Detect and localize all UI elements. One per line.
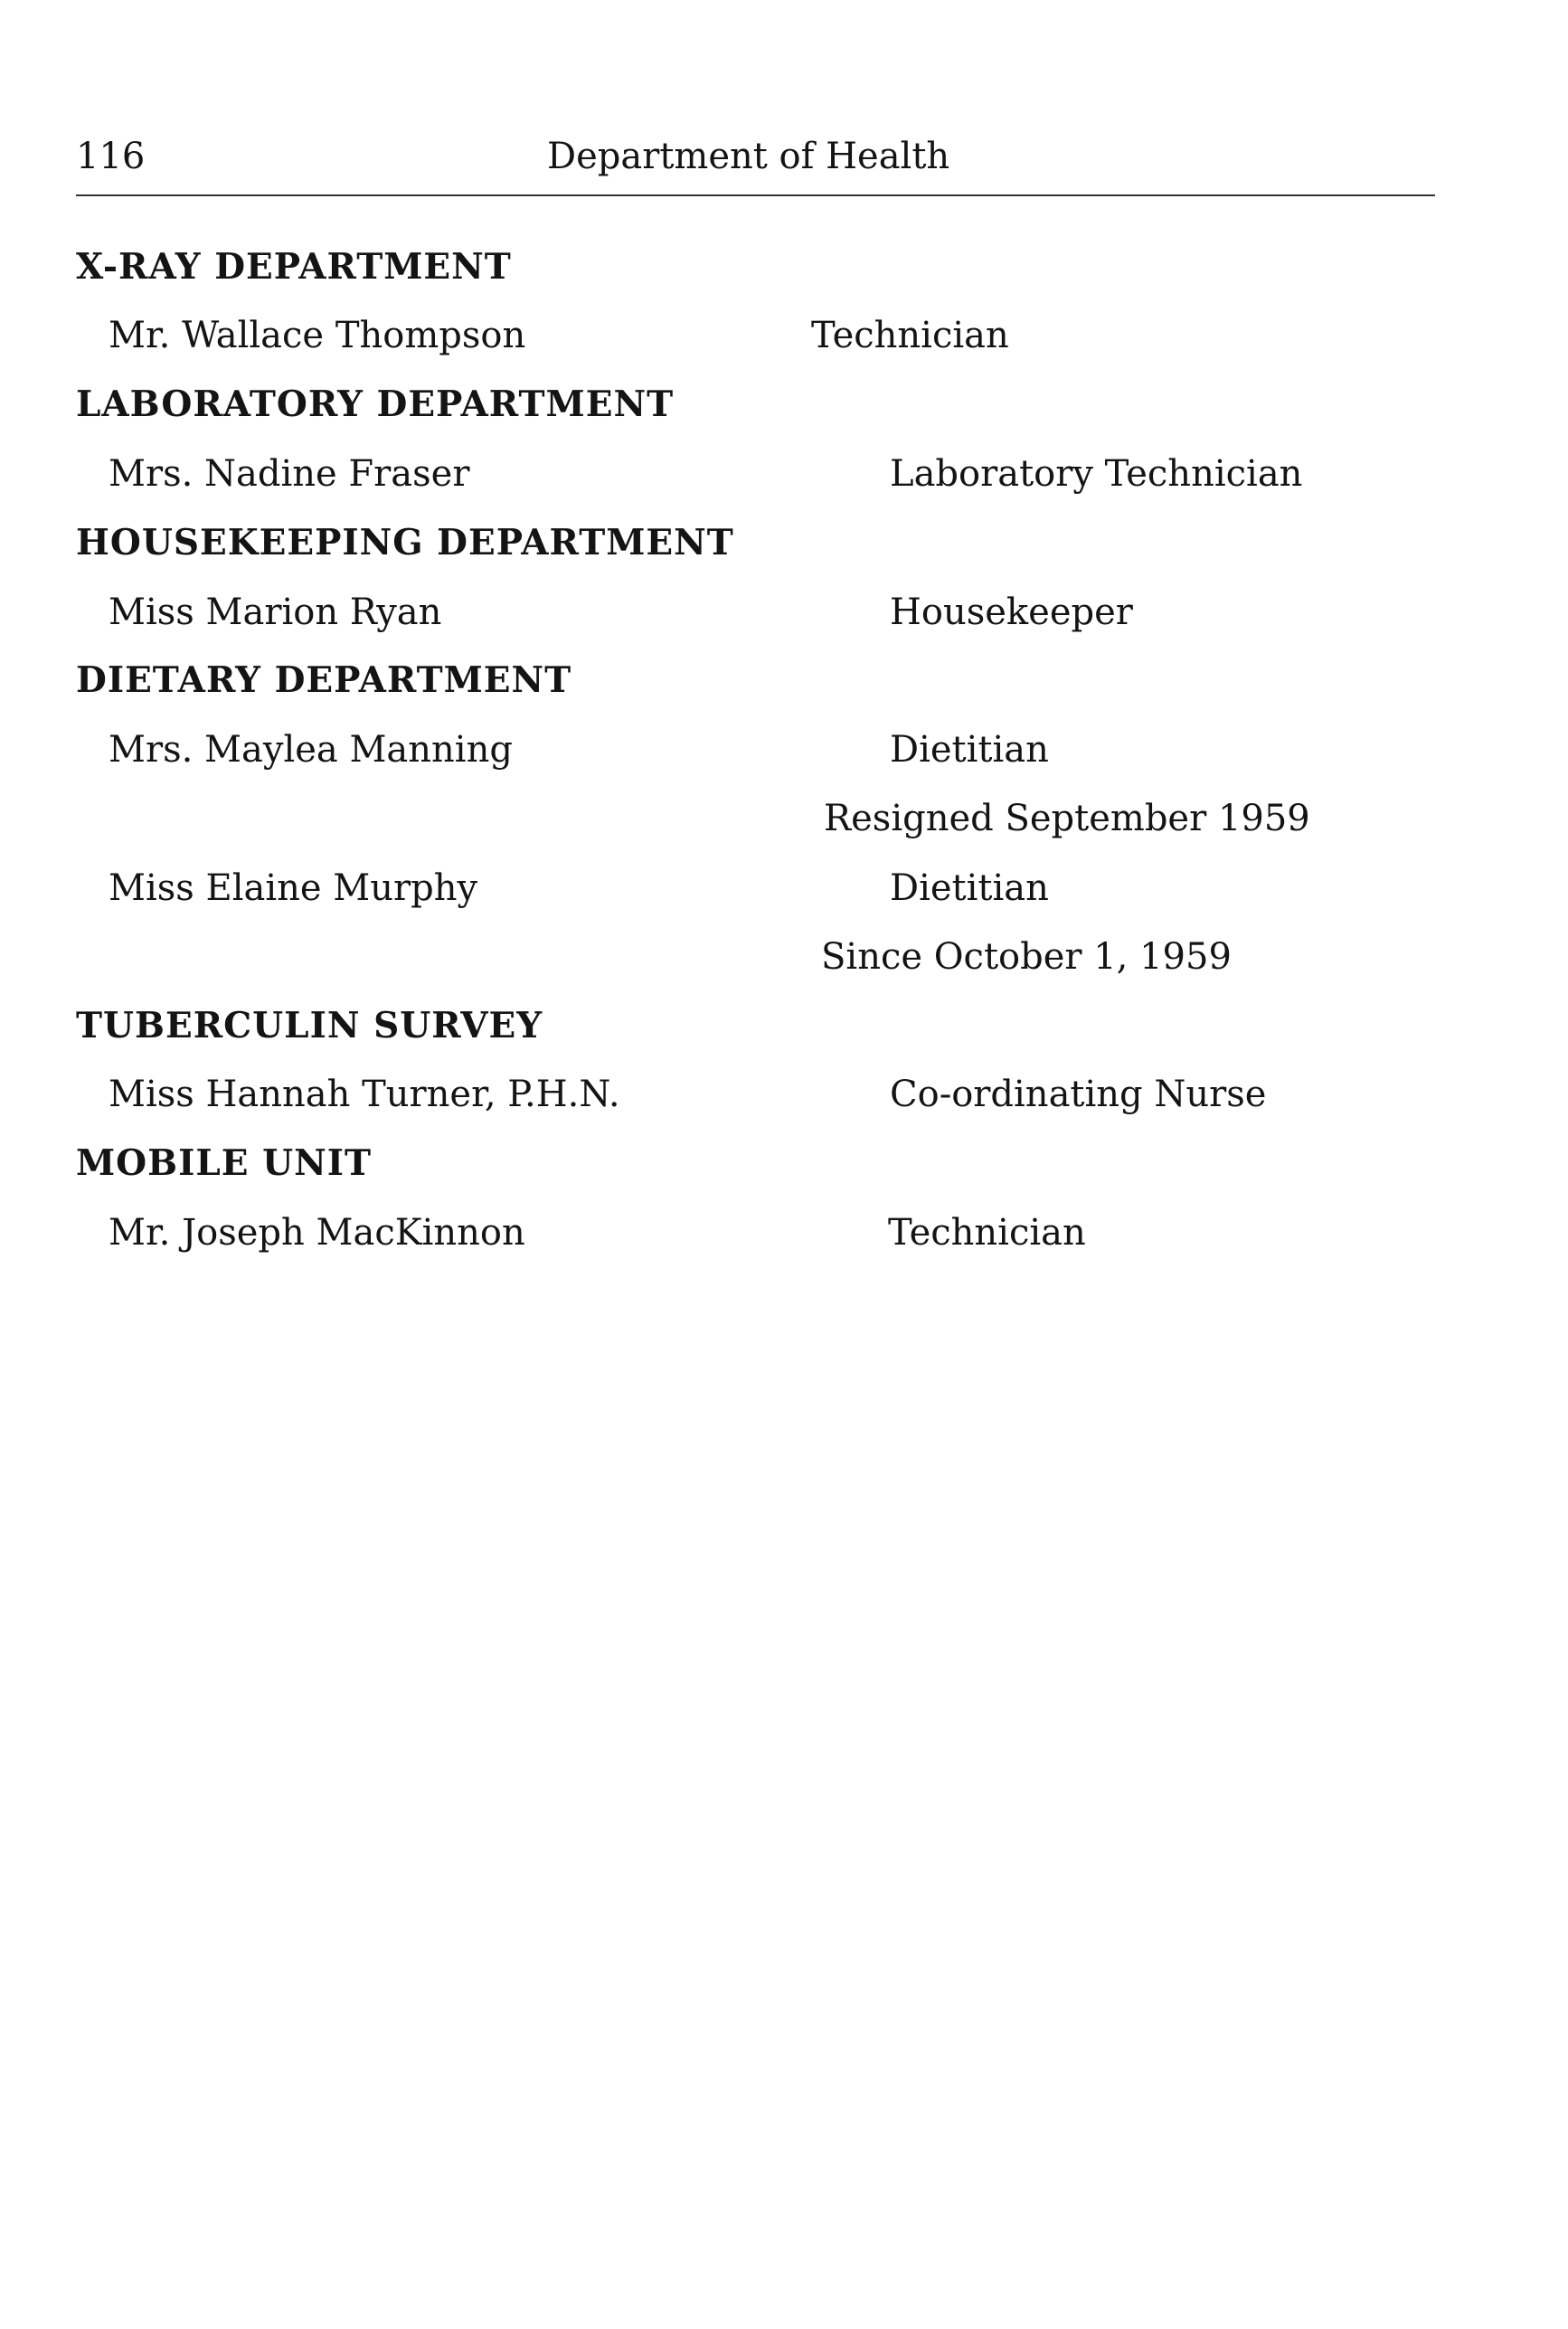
staff-title: Dietitian bbox=[890, 729, 1049, 771]
running-title: Department of Health bbox=[547, 136, 950, 177]
page-number: 116 bbox=[76, 136, 146, 177]
section-heading-tuberculin-survey: TUBERCULIN SURVEY bbox=[76, 1005, 543, 1046]
staff-name: Miss Elaine Murphy bbox=[109, 867, 478, 909]
staff-name: Mr. Wallace Thompson bbox=[109, 315, 526, 356]
section-heading-laboratory: LABORATORY DEPARTMENT bbox=[76, 383, 675, 425]
staff-title: Co-ordinating Nurse bbox=[890, 1074, 1267, 1115]
section-heading-dietary: DIETARY DEPARTMENT bbox=[76, 659, 572, 701]
staff-name: Mrs. Nadine Fraser bbox=[109, 453, 470, 495]
section-heading-housekeeping: HOUSEKEEPING DEPARTMENT bbox=[76, 522, 734, 563]
staff-note: Since October 1, 1959 bbox=[821, 936, 1232, 978]
staff-name: Mrs. Maylea Manning bbox=[109, 729, 513, 771]
header-rule bbox=[76, 194, 1435, 196]
staff-name: Miss Marion Ryan bbox=[109, 592, 442, 633]
staff-note: Resigned September 1959 bbox=[824, 798, 1310, 839]
staff-name: Mr. Joseph MacKinnon bbox=[109, 1212, 525, 1254]
staff-title: Technician bbox=[811, 315, 1009, 356]
section-heading-mobile-unit: MOBILE UNIT bbox=[76, 1142, 372, 1184]
staff-name: Miss Hannah Turner, P.H.N. bbox=[109, 1074, 620, 1115]
staff-title: Housekeeper bbox=[890, 592, 1133, 633]
section-heading-x-ray: X-RAY DEPARTMENT bbox=[76, 246, 512, 288]
staff-title: Laboratory Technician bbox=[890, 453, 1303, 495]
staff-title: Dietitian bbox=[890, 867, 1049, 909]
staff-title: Technician bbox=[888, 1212, 1086, 1254]
